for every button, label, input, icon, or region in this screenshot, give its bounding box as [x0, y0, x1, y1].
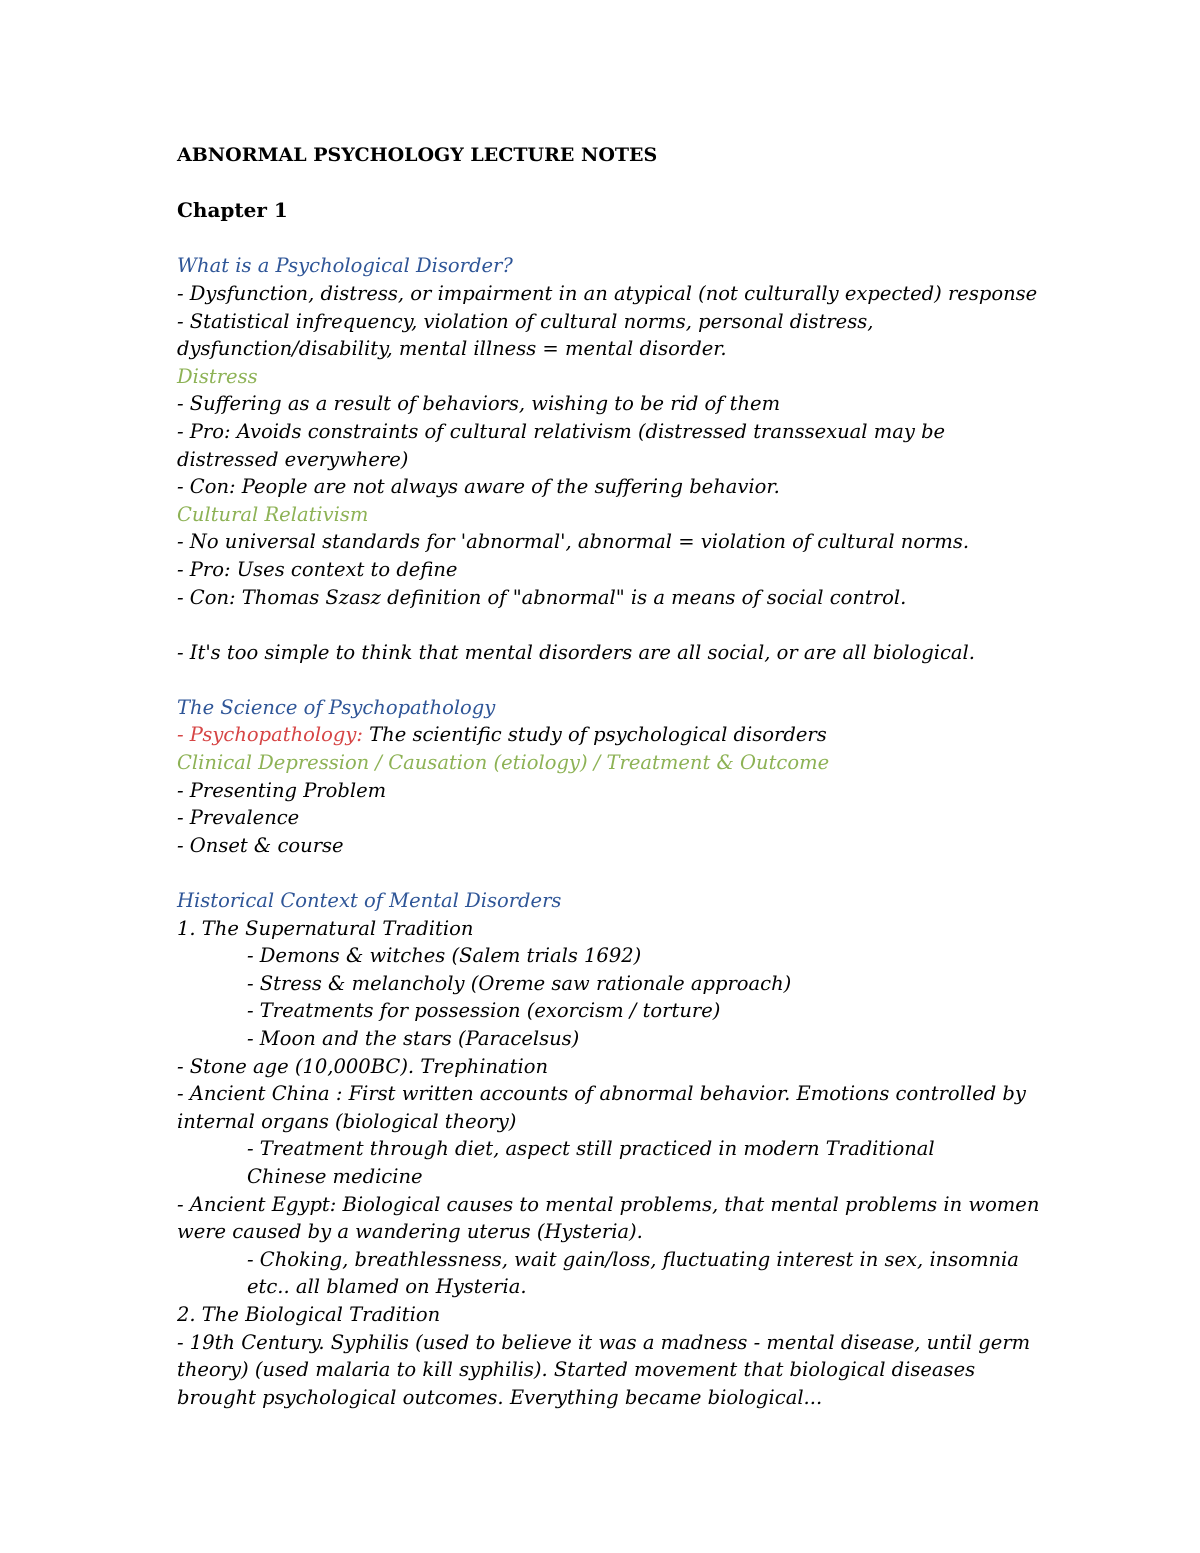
sub-item: - Demons & witches (Salem trials 1692) [247, 944, 642, 968]
note-line: - Dysfunction, distress, or impairment in an atypical (not culturally expected) response [177, 281, 1038, 305]
sub-item: - Treatment through diet, aspect still practiced in modern Traditional [247, 1137, 935, 1161]
sub-item: - Choking, breathlessness, wait gain/loss, fluctuating interest in sex, insomnia [247, 1247, 1019, 1271]
note-line: internal organs (biological theory) [177, 1109, 517, 1133]
note-line: - 19th Century. Syphilis (used to believe it was a madness - mental disease, until germ [177, 1330, 1031, 1354]
sub-item: Chinese medicine [247, 1164, 423, 1188]
sub-item: - Treatments for possession (exorcism / torture) [247, 999, 721, 1023]
note-line: - Presenting Problem [177, 778, 387, 802]
document-title: ABNORMAL PSYCHOLOGY LECTURE NOTES [177, 144, 658, 166]
note-line: - Pro: Uses context to define [177, 557, 458, 581]
note-line: - Onset & course [177, 833, 344, 857]
chapter-heading: Chapter 1 [177, 198, 288, 223]
note-line: were caused by a wandering uterus (Hysteria). [177, 1220, 643, 1244]
sub-item: - Stress & melancholy (Oreme saw rationale approach) [247, 971, 792, 995]
note-line: - Suffering as a result of behaviors, wishing to be rid of them [177, 392, 781, 416]
subsection-heading: Cultural Relativism [177, 502, 369, 526]
section-heading: The Science of Psychopathology [177, 695, 496, 719]
note-line: - It's too simple to think that mental disorders are all social, or are all biological. [177, 640, 975, 664]
numbered-item: 1. The Supernatural Tradition [177, 916, 474, 940]
note-line: - Stone age (10,000BC). Trephination [177, 1054, 549, 1078]
note-line: - Con: Thomas Szasz definition of "abnormal" is a means of social control. [177, 585, 907, 609]
note-line: theory) (used malaria to kill syphilis). Started movement that biological diseases [177, 1358, 976, 1382]
note-line: - Ancient China : First written accounts of abnormal behavior. Emotions controlled by [177, 1082, 1026, 1106]
spacer [177, 859, 1057, 887]
spacer [177, 666, 1057, 694]
note-line: - Prevalence [177, 806, 300, 830]
note-line: - Ancient Egypt: Biological causes to mental problems, that mental problems in women [177, 1192, 1040, 1216]
note-line: brought psychological outcomes. Everything became biological... [177, 1385, 823, 1409]
note-line: - Pro: Avoids constraints of cultural relativism (distressed transsexual may be [177, 419, 946, 443]
document-page [177, 142, 1057, 1411]
sub-item: - Moon and the stars (Paracelsus) [247, 1027, 580, 1050]
section-heading: Historical Context of Mental Disorders [177, 889, 562, 913]
sub-item: etc.. all blamed on Hysteria. [247, 1275, 527, 1299]
spacer [177, 611, 1057, 639]
note-line: distressed everywhere) [177, 447, 409, 471]
definition-term: Psychopathology: [189, 723, 363, 747]
section-heading: What is a Psychological Disorder? [177, 254, 513, 278]
note-line: dysfunction/disability, mental illness = mental disorder. [177, 337, 727, 361]
note-line: - No universal standards for 'abnormal', abnormal = violation of cultural norms. [177, 530, 970, 554]
note-line: - Statistical infrequency, violation of cultural norms, personal distress, [177, 309, 874, 333]
note-line: - Con: People are not always aware of the suffering behavior. [177, 475, 780, 499]
numbered-item: 2. The Biological Tradition [177, 1302, 441, 1326]
subsection-heading: Distress [177, 364, 258, 388]
definition-line [177, 721, 1057, 749]
subsection-heading: Clinical Depression / Causation (etiology) / Treatment & Outcome [177, 751, 830, 775]
spacer [177, 225, 1057, 253]
spacer [177, 170, 1057, 198]
definition-text: The scientific study of psychological disorders [362, 723, 827, 747]
definition-dash: - [177, 723, 190, 747]
